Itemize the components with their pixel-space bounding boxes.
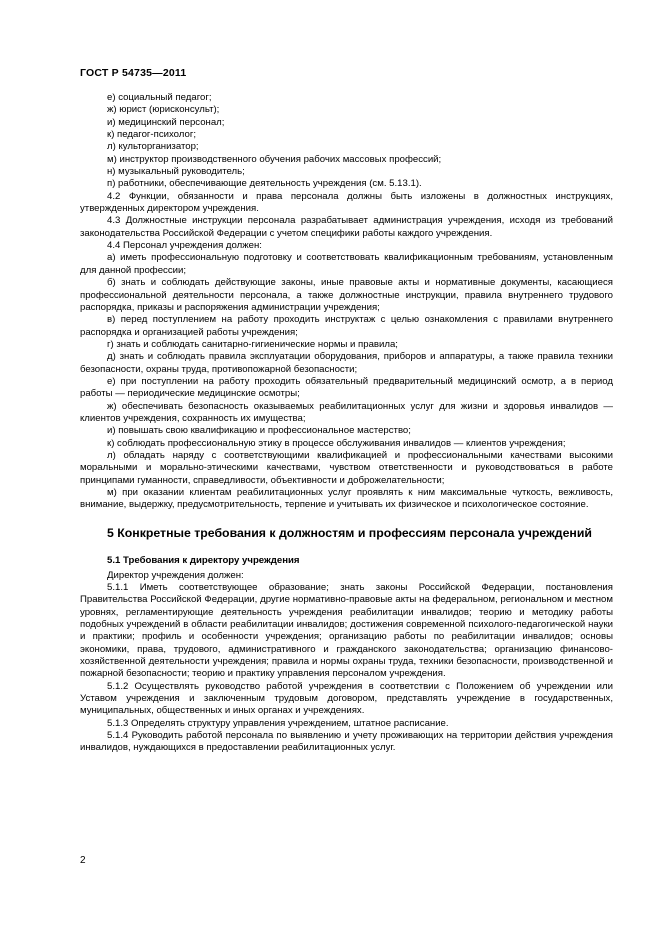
- list-item: л) культорганизатор;: [107, 141, 199, 153]
- document-body: [80, 92, 613, 755]
- list-item: е) социальный педагог;: [107, 92, 212, 103]
- list-item: к) педагог-психолог;: [107, 129, 196, 141]
- list-item: ж) юрист (юрисконсульт);: [107, 104, 220, 116]
- list-item: л) обладать наряду с соответствующими квалификацией и профессиональными качествами высокими моральными и морально-этическими качествами, чувством ответственности и руководствоваться в работе принципами гуманности, справедливости, объективности и доброжелательности;: [80, 449, 613, 486]
- list-item: б) знать и соблюдать действующие законы, иные правовые акты и нормативные документы, касающиеся профессиональной деятельности персонала, а также должностные инструкции, правила внутреннего трудового распорядка, приказы и распоряжения администрации учреждения;: [80, 277, 613, 313]
- list-item: в) перед поступлением на работу проходить инструктаж с целью ознакомления с правилами внутреннего распорядка и организацией работы учреждения;: [80, 314, 613, 338]
- document-header: ГОСТ Р 54735—2011: [80, 67, 187, 79]
- clause-4-4: 4.4 Персонал учреждения должен:: [107, 240, 262, 252]
- list-item: е) при поступлении на работу проходить обязательный предварительный медицинский осмотр, а в период работы — периодические медицинские осмотры;: [80, 375, 613, 400]
- list-item: г) знать и соблюдать санитарно-гигиенические нормы и правила;: [107, 338, 398, 350]
- list-item: и) медицинский персонал;: [107, 116, 225, 128]
- clause-4-2: 4.2 Функции, обязанности и права персонала должны быть изложены в должностных инструкциях, утвержденных директором учреждения.: [80, 190, 613, 215]
- clause-4-3: 4.3 Должностные инструкции персонала разрабатывает администрация учреждения, исходя из требований законодательства Российской Федерации с учетом специфики работы каждого учреждения.: [80, 215, 613, 239]
- clause-5-1-1: 5.1.1 Иметь соответствующее образование; знать законы Российской Федерации, постановления Правительства Российской Федерации, другие нормативно-правовые акты на федеральном, региональном и местном уровнях, регламентирующие деятельность учреждения реабилитации инвалидов; теорию и методику работы подобных учреждений в области реабилитации инвалидов; достижения современной психолого-педагогической науки и практики; профиль и особенности учреждения; организацию работы по реабилитации инвалидов; основы экономики, права, трудового, административного и гражданского законодательства; организацию финансово-хозяйственной деятельности учреждения; правила и нормы охраны труда, техники безопасности, производственной и пожарной безопасности; теорию и практику управления персоналом учреждения.: [80, 581, 613, 680]
- subsection-heading: 5.1 Требования к директору учреждения: [107, 555, 300, 567]
- list-item: а) иметь профессиональную подготовку и соответствовать квалификационным требованиям, установленным для данной профессии;: [80, 252, 613, 276]
- list-item: ж) обеспечивать безопасность оказываемых реабилитационных услуг для жизни и здоровья инвалидов — клиентов учреждения, сохранность их имущества;: [80, 400, 613, 424]
- list-item: и) повышать свою квалификацию и профессиональное мастерство;: [107, 425, 411, 437]
- list-item: н) музыкальный руководитель;: [107, 166, 245, 178]
- list-item: м) инструктор производственного обучения рабочих массовых профессий;: [107, 153, 442, 165]
- list-item: м) при оказании клиентам реабилитационных услуг проявлять к ним максимальные чуткость, вежливость, внимание, выдержку, предусмотрительность, терпение и учитывать их физическое и психологическое состояние.: [80, 487, 613, 511]
- paragraph: Директор учреждения должен:: [107, 569, 244, 581]
- list-item: д) знать и соблюдать правила эксплуатации оборудования, приборов и аппаратуры, а также правила техники безопасности, охраны труда, противопожарной безопасности;: [80, 351, 613, 375]
- list-item: к) соблюдать профессиональную этику в процессе обслуживания инвалидов — клиентов учреждения;: [107, 437, 566, 449]
- clause-5-1-4: 5.1.4 Руководить работой персонала по выявлению и учету проживающих на территории действия учреждения инвалидов, нуждающихся в предоставлении реабилитационных услуг.: [80, 730, 613, 754]
- list-item: п) работники, обеспечивающие деятельность учреждения (см. 5.13.1).: [107, 178, 422, 190]
- clause-5-1-3: 5.1.3 Определять структуру управления учреждением, штатное расписание.: [107, 717, 449, 729]
- page-number: 2: [80, 855, 86, 866]
- clause-5-1-2: 5.1.2 Осуществлять руководство работой учреждения в соответствии с Положением об учреждении или Уставом учреждения и заключенным трудовым договором, представлять учреждение в государственных, муниципальных, общественных и иных органах и учреждениях.: [80, 680, 613, 717]
- section-heading: 5 Конкретные требования к должностям и профессиям персонала учреждений: [107, 525, 592, 540]
